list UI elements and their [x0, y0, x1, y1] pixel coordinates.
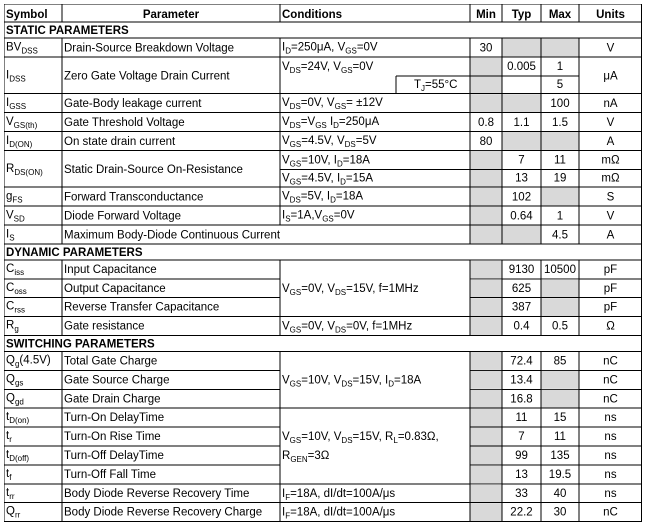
empty-max-cell [542, 371, 579, 389]
empty-max-cell [542, 279, 579, 297]
subcondition-cell: $T_J=55^\circ C$ [414, 78, 458, 93]
symbol-cell: $t_{D(on)}$ [6, 411, 30, 426]
symbol-cell: $V_{SD}$ [6, 209, 25, 224]
symbol-cell: $Q_{gs}$ [6, 373, 24, 388]
unit-value: ns [604, 450, 617, 462]
symbol-cell: $t_{D(off)}$ [6, 449, 30, 463]
symbol-cell: $Q_g(4.5V)$ [6, 354, 51, 369]
condition-cell: $V_{GS}=10V$, $I_D=18A$ [282, 154, 370, 169]
parameter-cell: Drain-Source Breakdown Voltage [64, 42, 235, 55]
typ-value: 7 [518, 431, 525, 444]
max-value: 1 [556, 210, 564, 223]
min-value: 0.8 [478, 117, 494, 130]
typ-value: 387 [511, 301, 532, 314]
typ-value: 0.64 [510, 210, 533, 223]
header-max: Max [548, 9, 572, 21]
condition-cell: $V_{DS}=5V$, $I_D=18A$ [282, 190, 364, 205]
empty-min-cell [471, 447, 502, 465]
parameter-cell: Turn-Off DelayTime [64, 450, 164, 462]
parameter-cell: Body Diode Reverse Recovery Charge [64, 506, 263, 519]
max-value: 135 [550, 450, 570, 462]
header-conditions: Conditions [282, 9, 343, 21]
condition-cell: $I_F=18A$, dI/dt=100A/μs [282, 506, 396, 521]
unit-value: A [606, 229, 615, 242]
max-value: 19.5 [548, 468, 572, 481]
empty-min-cell [471, 484, 502, 502]
empty-typ-cell [503, 226, 541, 244]
parameter-cell: On state drain current [64, 135, 176, 148]
empty-min-cell [471, 226, 502, 244]
parameter-cell: Static Drain-Source On-Resistance [64, 163, 243, 176]
parameter-cell: Zero Gate Voltage Drain Current [64, 70, 230, 83]
empty-max-cell [542, 188, 579, 206]
section-switching-title: SWITCHING PARAMETERS [6, 338, 155, 351]
section-dynamic-title: DYNAMIC PARAMETERS [6, 246, 143, 259]
max-value: 0.5 [552, 320, 568, 333]
typ-value: 625 [511, 282, 532, 295]
parameter-cell: Maximum Body-Diode Continuous Current [64, 229, 281, 242]
symbol-cell: $I_{DSS}$ [6, 69, 26, 84]
empty-min-cell [471, 260, 502, 278]
symbol-cell: $C_{rss}$ [6, 300, 25, 315]
symbol-cell: $C_{oss}$ [6, 281, 27, 296]
parameter-cell: Turn-On DelayTime [64, 412, 165, 425]
max-value: 11 [554, 431, 566, 444]
empty-min-cell [471, 317, 502, 335]
typ-value: 9130 [508, 263, 535, 276]
unit-value: mΩ [601, 172, 620, 185]
parameter-cell: Gate Source Charge [64, 374, 170, 387]
symbol-cell: $R_{DS(ON)}$ [6, 162, 43, 177]
condition-cell: $V_{GS}=10V$, $V_{DS}=15V$, $I_D=18A$ [282, 374, 422, 389]
symbol-cell: $t_f$ [6, 467, 12, 482]
symbol-cell: $t_r$ [6, 430, 12, 445]
empty-min-cell [471, 352, 502, 370]
parameter-cell: Body Diode Reverse Recovery Time [64, 487, 250, 500]
header-typ: Typ [511, 9, 532, 21]
header-symbol: Symbol [6, 9, 48, 21]
max-value: 19 [553, 172, 567, 185]
unit-value: mΩ [601, 154, 620, 167]
max-value: 1.5 [552, 117, 568, 130]
condition-cell: $V_{GS}=4.5V$, $V_{DS}=5V$ [282, 134, 377, 149]
condition-cell: $V_{GS}=0V$, $V_{DS}=0V$, f=1MHz [282, 320, 413, 335]
unit-value: Ω [606, 320, 615, 333]
max-value: 11 [554, 154, 566, 167]
condition-cell: $V_{DS}=0V$, $V_{GS}= \pm 12V$ [282, 97, 383, 112]
typ-value: 22.2 [510, 506, 533, 519]
symbol-cell: $R_g$ [6, 319, 19, 334]
condition-cell: $I_F=18A$, dI/dt=100A/μs [282, 487, 396, 502]
symbol-cell: $g_{FS}$ [6, 190, 23, 205]
condition-cell: $V_{GS}=4.5V$, $I_D=15A$ [282, 172, 374, 187]
parameter-cell: Output Capacitance [64, 282, 166, 295]
unit-value: pF [603, 301, 618, 314]
electrical-characteristics-table [4, 4, 642, 526]
condition-cell: $R_{GEN}=3\Omega$ [282, 450, 330, 464]
typ-value: 33 [515, 487, 528, 500]
parameter-cell: Forward Transconductance [64, 191, 204, 204]
empty-min-cell [471, 465, 502, 483]
unit-value: S [606, 191, 615, 204]
parameter-cell: Gate-Body leakage current [64, 98, 202, 111]
condition-cell: $I_D=250\mu A$, $V_{GS}=0V$ [282, 41, 378, 56]
typ-value: 16.8 [510, 393, 533, 406]
parameter-cell: Input Capacitance [64, 263, 157, 276]
typ-value: 11 [515, 412, 528, 425]
empty-typ-cell [503, 94, 541, 112]
empty-min-cell [471, 409, 502, 427]
condition-cell: $V_{DS}=24V$, $V_{GS}=0V$ [282, 60, 374, 75]
typ-value: 1.1 [513, 117, 530, 130]
condition-cell: $V_{DS}=V_{GS}$ $I_D=250\mu A$ [282, 116, 380, 131]
header-units: Units [596, 9, 625, 21]
symbol-cell: $I_S$ [6, 228, 15, 243]
parameter-cell: Gate Threshold Voltage [64, 117, 185, 130]
empty-min-cell [471, 151, 502, 187]
empty-min-cell [471, 371, 502, 389]
min-value: 80 [479, 135, 493, 148]
symbol-cell: $BV_{DSS}$ [6, 41, 38, 56]
unit-value: ns [604, 412, 617, 425]
empty-min-cell [471, 428, 502, 446]
unit-value: nA [603, 98, 618, 111]
condition-cell: $V_{GS}=10V$, $V_{DS}=15V$, $R_L=0.83\Omega$, [282, 431, 439, 446]
unit-value: nC [603, 355, 618, 368]
typ-value: 13.4 [510, 374, 533, 387]
symbol-cell: $V_{GS(th)}$ [6, 116, 38, 131]
header-min: Min [476, 9, 496, 21]
parameter-cell: Turn-Off Fall Time [64, 468, 157, 481]
empty-max-cell [542, 298, 579, 316]
parameter-cell: Total Gate Charge [64, 355, 158, 368]
empty-typ-cell [503, 132, 541, 150]
empty-min-cell [471, 207, 502, 225]
max-value: 5 [556, 78, 564, 91]
unit-value: nC [603, 374, 618, 387]
unit-value: pF [603, 282, 618, 295]
max-value: 85 [553, 355, 567, 368]
symbol-cell: $I_{D(ON)}$ [6, 134, 33, 149]
max-value: 15 [553, 412, 567, 425]
unit-value: A [606, 135, 615, 148]
empty-min-cell [471, 298, 502, 316]
unit-value: pF [603, 263, 618, 276]
empty-typ-cell [503, 39, 541, 57]
empty-min-cell [471, 390, 502, 408]
empty-max-cell [542, 390, 579, 408]
empty-min-cell [471, 188, 502, 206]
parameter-cell: Reverse Transfer Capacitance [64, 301, 220, 314]
max-value: 30 [553, 506, 567, 519]
typ-value: 13 [515, 172, 528, 185]
header-parameter: Parameter [142, 9, 200, 21]
max-value: 10500 [544, 263, 576, 276]
min-value: 30 [479, 42, 493, 55]
typ-value: 0.4 [513, 320, 530, 333]
unit-value: V [606, 210, 615, 223]
unit-value: μA [603, 70, 618, 83]
typ-value: 13 [515, 468, 528, 481]
symbol-cell: $C_{iss}$ [6, 262, 25, 277]
empty-max-cell [542, 39, 579, 57]
symbol-cell: $I_{GSS}$ [6, 97, 27, 112]
typ-value: 99 [515, 450, 528, 462]
symbol-cell: $t_{rr}$ [6, 486, 15, 501]
empty-min-cell [471, 279, 502, 297]
unit-value: ns [604, 487, 617, 500]
condition-cell: $I_S=1A,V_{GS}=0V$ [282, 209, 355, 224]
condition-cell: $V_{GS}=0V$, $V_{DS}=15V$, f=1MHz [282, 282, 419, 297]
parameter-cell: Gate resistance [64, 320, 145, 333]
section-static-title: STATIC PARAMETERS [6, 25, 129, 37]
typ-value: 102 [511, 191, 532, 204]
unit-value: nC [603, 506, 618, 519]
unit-value: V [606, 42, 615, 55]
parameter-cell: Turn-On Rise Time [64, 431, 161, 444]
empty-max-cell [542, 132, 579, 150]
max-value: 4.5 [552, 229, 568, 242]
typ-value: 0.005 [507, 60, 536, 73]
max-value: 1 [556, 60, 564, 73]
parameter-cell: Diode Forward Voltage [64, 210, 181, 223]
symbol-cell: $Q_{rr}$ [6, 505, 21, 520]
unit-value: V [606, 117, 615, 130]
typ-value: 7 [518, 154, 525, 167]
typ-value: 72.4 [510, 355, 533, 368]
unit-value: ns [604, 468, 617, 481]
unit-value: nC [603, 393, 618, 406]
parameter-cell: Gate Drain Charge [64, 393, 161, 406]
unit-value: ns [604, 431, 617, 444]
empty-min-cell [471, 503, 502, 521]
symbol-cell: $Q_{gd}$ [6, 392, 24, 407]
empty-min-cell [471, 94, 502, 112]
max-value: 100 [550, 98, 570, 111]
table-canvas [4, 4, 642, 526]
max-value: 40 [553, 487, 567, 500]
